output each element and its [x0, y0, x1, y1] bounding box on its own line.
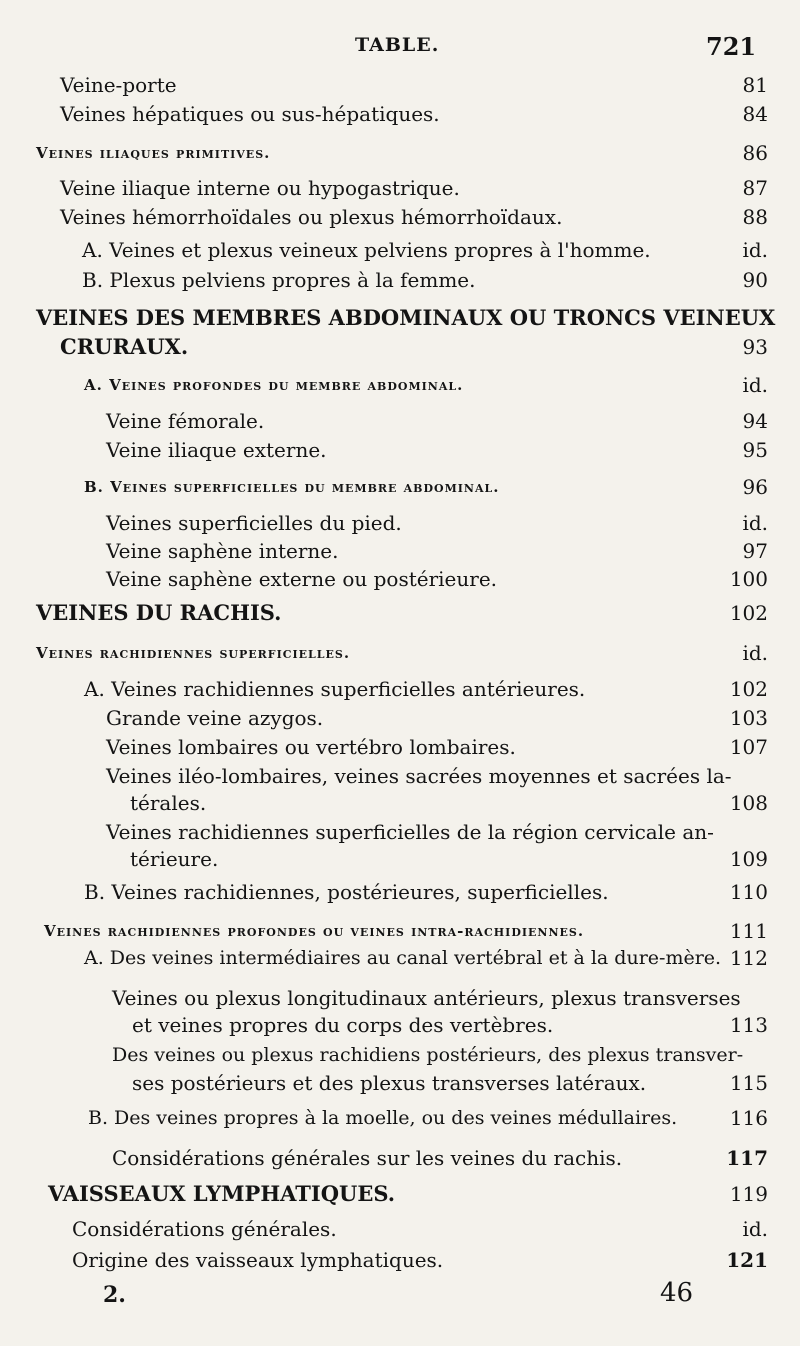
entry-page: 90	[742, 268, 768, 292]
entry-page: 87	[742, 176, 768, 200]
entry-page: 116	[729, 1106, 768, 1130]
entry-text: Veine saphène externe ou postérieure.	[106, 567, 498, 591]
entry-text: A. Veines rachidiennes superficielles antérieures.	[84, 677, 586, 701]
entry-page: 88	[742, 205, 768, 229]
entry-text: térieure.	[130, 847, 219, 871]
entry-text: Veine saphène interne.	[106, 539, 339, 563]
entry-page: 109	[729, 847, 768, 871]
entry-page: 112	[729, 946, 768, 970]
entry-text: Veines iliaques primitives.	[36, 144, 271, 162]
entry-page: 103	[729, 706, 768, 730]
entry-page: id.	[742, 641, 768, 665]
entry-text: ses postérieurs et des plexus transverses latéraux.	[132, 1071, 647, 1095]
entry-page: 117	[726, 1146, 768, 1170]
entry-text: Veines lombaires ou vertébro lombaires.	[106, 735, 516, 759]
entry-text: Veines hémorrhoïdales ou plexus hémorrhoïdaux.	[60, 205, 563, 229]
entry-text: Veines rachidiennes superficielles.	[36, 644, 351, 662]
entry-page: 84	[742, 102, 768, 126]
entry-text: A. Veines profondes du membre abdominal.	[84, 376, 464, 394]
entry-page: 94	[742, 409, 768, 433]
page-number: 721	[706, 32, 757, 61]
entry-page: 111	[729, 919, 768, 943]
entry-text: B. Plexus pelviens propres à la femme.	[82, 268, 476, 292]
entry-text: Veines rachidiennes superficielles de la région cervicale an-	[106, 820, 714, 844]
entry-text: Veine iliaque interne ou hypogastrique.	[60, 176, 460, 200]
running-title: TABLE.	[355, 34, 440, 56]
entry-text: Des veines ou plexus rachidiens postérieurs, des plexus transver-	[112, 1044, 744, 1066]
entry-page: 115	[729, 1071, 768, 1095]
entry-page: 97	[742, 539, 768, 563]
entry-page: 100	[729, 567, 768, 591]
signature-mark: 2.	[103, 1282, 126, 1308]
entry-text: A. Des veines intermédiaires au canal vertébral et à la dure-mère.	[84, 947, 722, 969]
entry-text: Veines rachidiennes profondes ou veines intra-rachidiennes.	[44, 922, 585, 940]
page-header	[0, 34, 800, 64]
entry-text: térales.	[130, 791, 207, 815]
entry-page: 86	[742, 141, 768, 165]
entry-page: 121	[726, 1248, 768, 1272]
entry-text: VEINES DU RACHIS.	[36, 600, 282, 625]
entry-text: CRURAUX.	[60, 334, 189, 359]
entry-text: Veine fémorale.	[106, 409, 265, 433]
entry-text: Veines iléo-lombaires, veines sacrées moyennes et sacrées la-	[106, 764, 732, 788]
entry-page: 102	[729, 601, 768, 625]
entry-page: 95	[742, 438, 768, 462]
entry-page: 119	[729, 1182, 768, 1206]
entry-page: 107	[729, 735, 768, 759]
entry-text: B. Veines superficielles du membre abdominal.	[84, 478, 500, 496]
entry-text: et veines propres du corps des vertèbres.	[132, 1013, 554, 1037]
entry-page: 96	[742, 475, 768, 499]
entry-text: VAISSEAUX LYMPHATIQUES.	[48, 1181, 396, 1206]
entry-text: VEINES DES MEMBRES ABDOMINAUX OU TRONCS VEINEUX	[36, 305, 776, 330]
sheet-number: 46	[660, 1278, 694, 1308]
entry-text: Veines superficielles du pied.	[106, 511, 402, 535]
entry-page: 113	[729, 1013, 768, 1037]
entry-page: 93	[742, 335, 768, 359]
entry-text: Grande veine azygos.	[106, 706, 324, 730]
entry-page: 108	[729, 791, 768, 815]
entry-page: 110	[729, 880, 768, 904]
entry-text: Veines hépatiques ou sus-hépatiques.	[60, 102, 440, 126]
entry-text: A. Veines et plexus veineux pelviens propres à l'homme.	[82, 238, 651, 262]
entry-text: Considérations générales.	[72, 1217, 337, 1241]
entry-page: 81	[742, 73, 768, 97]
entry-text: Origine des vaisseaux lymphatiques.	[72, 1248, 444, 1272]
entry-text: Veine-porte	[60, 73, 177, 97]
entry-text: Considérations générales sur les veines du rachis.	[112, 1146, 623, 1170]
entry-text: Veines ou plexus longitudinaux antérieurs, plexus transverses	[112, 986, 741, 1010]
entry-text: Veine iliaque externe.	[106, 438, 327, 462]
entry-page: id.	[742, 511, 768, 535]
entry-page: id.	[742, 1217, 768, 1241]
entry-page: id.	[742, 373, 768, 397]
entry-text: B. Veines rachidiennes, postérieures, superficielles.	[84, 880, 609, 904]
entry-page: 102	[729, 677, 768, 701]
entry-text: B. Des veines propres à la moelle, ou des veines médullaires.	[88, 1107, 678, 1129]
entry-page: id.	[742, 238, 768, 262]
